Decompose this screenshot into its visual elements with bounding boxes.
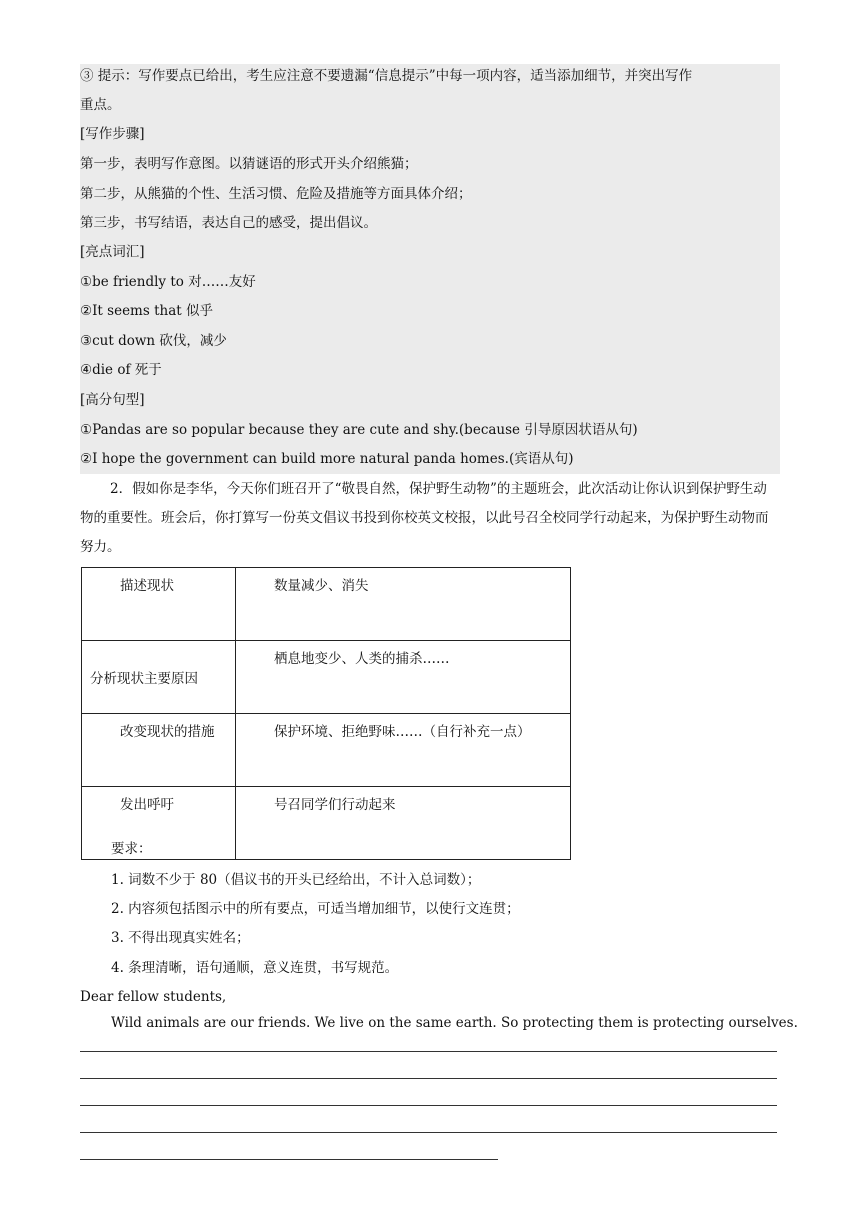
step-item: 第二步，从熊猫的个性、生活习惯、危险及措施等方面具体介绍；: [80, 186, 472, 202]
step-item: 第三步，书写结语，表达自己的感受，提出倡议。: [80, 215, 377, 231]
letter-salutation: Dear fellow students,: [80, 989, 227, 1005]
sentences-heading: [高分句型]: [80, 392, 145, 408]
table-cell-label: 分析现状主要原因: [82, 641, 236, 714]
table-row: [82, 568, 571, 641]
answer-line[interactable]: [80, 1132, 777, 1133]
hint-line-2: 重点。: [80, 97, 121, 113]
answer-line[interactable]: [80, 1159, 498, 1160]
answer-line[interactable]: [80, 1051, 777, 1052]
table-cell-content: 栖息地变少、人类的捕杀……: [236, 641, 571, 714]
requirement-item: 2. 内容须包括图示中的所有要点，可适当增加细节，以使行文连贯；: [111, 901, 520, 917]
vocab-item: ③cut down 砍伐，减少: [80, 333, 227, 349]
table-cell-content: 数量减少、消失: [236, 568, 571, 641]
steps-heading: [写作步骤]: [80, 126, 145, 142]
requirement-item: 4. 条理清晰，语句通顺，意义连贯，书写规范。: [111, 960, 399, 976]
sentence-item: ②I hope the government can build more natural panda homes.(宾语从句): [80, 451, 574, 467]
hint-line-1: ③ 提示：写作要点已给出，考生应注意不要遗漏“信息提示”中每一项内容，适当添加细节，并突出写作: [80, 68, 693, 84]
requirements-heading: 要求：: [111, 841, 152, 857]
table-row: [82, 787, 571, 860]
answer-line[interactable]: [80, 1105, 777, 1106]
step-item: 第一步，表明写作意图。以猜谜语的形式开头介绍熊猫；: [80, 156, 418, 172]
table-cell-label: 改变现状的措施: [82, 714, 236, 787]
answer-line[interactable]: [80, 1078, 777, 1079]
table-row: [82, 641, 571, 714]
vocab-item: ②It seems that 似乎: [80, 303, 213, 319]
letter-opening: Wild animals are our friends. We live on the same earth. So protecting them is protecting ourselves.: [111, 1015, 798, 1031]
highlighted-tips-block: [80, 64, 780, 474]
sentence-item: ①Pandas are so popular because they are cute and shy.(because 引导原因状语从句): [80, 422, 638, 438]
table-cell-content: 号召同学们行动起来: [236, 787, 571, 860]
vocab-item: ④die of 死于: [80, 362, 162, 378]
table-row: [82, 714, 571, 787]
table-cell-content: 保护环境、拒绝野味……（自行补充一点）: [236, 714, 571, 787]
table-cell-label: 描述现状: [82, 568, 236, 641]
requirement-item: 3. 不得出现真实姓名；: [111, 930, 250, 946]
info-table: [81, 567, 571, 860]
table-cell-label: 发出呼吁: [82, 787, 236, 860]
vocab-heading: [亮点词汇]: [80, 244, 145, 260]
requirement-item: 1. 词数不少于 80（倡议书的开头已经给出，不计入总词数）；: [111, 872, 481, 888]
question-prompt: [80, 475, 780, 562]
question-text: 2．假如你是李华，今天你们班召开了“敬畏自然，保护野生动物”的主题班会，此次活动让你认识到保护野生动物的重要性。班会后，你打算写一份英文倡议书投到你校英文校报，以此号召全校同学行动起来，为保护野生动物而努力。: [80, 481, 769, 555]
vocab-item: ①be friendly to 对……友好: [80, 274, 256, 290]
